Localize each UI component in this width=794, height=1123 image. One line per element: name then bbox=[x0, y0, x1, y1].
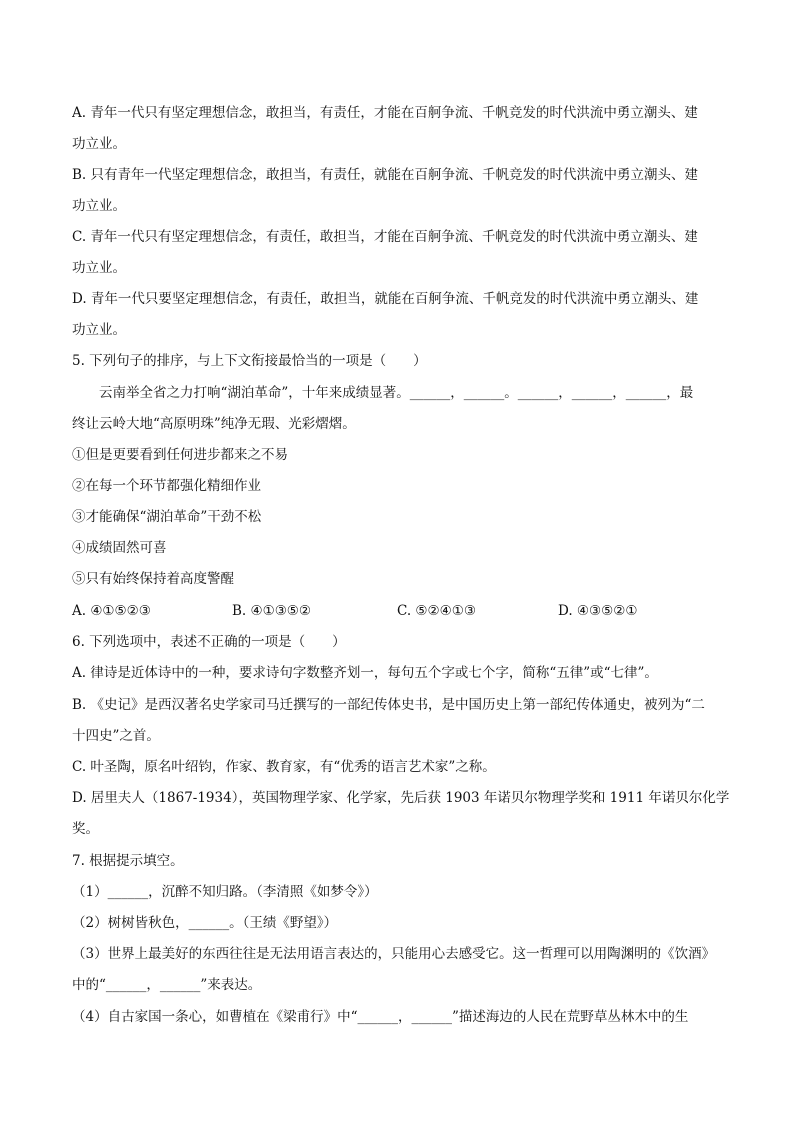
q7-item-3-line1: （3）世界上最美好的东西往往是无法用语言表达的，只能用心去感受它。这一哲理可以用陶渊明的《饮酒》 bbox=[72, 946, 716, 962]
q6-stem: 6. 下列选项中，表述不正确的一项是（ ） bbox=[72, 634, 346, 650]
q5-sentence-2: ②在每一个环节都强化精细作业 bbox=[72, 478, 261, 494]
q4-option-a-line2: 功立业。 bbox=[72, 136, 126, 152]
q5-sentence-3: ③才能确保“湖泊革命”干劲不松 bbox=[72, 509, 262, 525]
q4-option-d-line1: D. 青年一代只要坚定理想信念，有责任，敢担当，就能在百舸争流、千帆竞发的时代洪流中勇立潮头、建 bbox=[72, 291, 699, 307]
q7-item-2: （2）树树皆秋色，______。（王绩《野望》） bbox=[72, 915, 338, 931]
q5-option-c: C. ⑤②④①③ bbox=[397, 603, 476, 619]
q4-option-c-line2: 功立业。 bbox=[72, 260, 126, 276]
q4-option-a-line1: A. 青年一代只有坚定理想信念，敢担当，有责任，才能在百舸争流、千帆竞发的时代洪流中勇立潮头、建 bbox=[72, 105, 698, 121]
q4-option-c-line1: C. 青年一代只有坚定理想信念，有责任，敢担当，才能在百舸争流、千帆竞发的时代洪流中勇立潮头、建 bbox=[72, 229, 698, 245]
q5-sentence-4: ④成绩固然可喜 bbox=[72, 540, 167, 556]
q6-option-c: C. 叶圣陶，原名叶绍钧，作家、教育家，有“优秀的语言艺术家”之称。 bbox=[72, 759, 496, 775]
q5-option-b: B. ④①③⑤② bbox=[232, 603, 312, 619]
q6-option-b-line2: 十四史”之首。 bbox=[72, 728, 160, 744]
q6-option-b-line1: B. 《史记》是西汉著名史学家司马迁撰写的一部纪传体史书，是中国历史上第一部纪传体通史，被列为“二 bbox=[72, 697, 705, 713]
q5-sentence-5: ⑤只有始终保持着高度警醒 bbox=[72, 571, 234, 587]
q7-item-1: （1）______，沉醉不知归路。（李清照《如梦令》） bbox=[72, 884, 378, 900]
q6-option-d-line1: D. 居里夫人（1867-1934），英国物理学家、化学家，先后获 1903 年诺贝尔物理学奖和 1911 年诺贝尔化学 bbox=[72, 790, 730, 806]
q5-option-a: A. ④①⑤②③ bbox=[72, 603, 151, 619]
q5-passage-line1: 云南举全省之力打响“湖泊革命”，十年来成绩显著。______，______。______，______，______，最 bbox=[99, 385, 694, 401]
q4-option-b-line1: B. 只有青年一代坚定理想信念，敢担当，有责任，就能在百舸争流、千帆竞发的时代洪流中勇立潮头、建 bbox=[72, 167, 699, 183]
q6-option-a: A. 律诗是近体诗中的一种，要求诗句字数整齐划一，每句五个字或七个字，简称“五律”或“七律”。 bbox=[72, 665, 658, 681]
q5-passage-line2: 终让云岭大地“高原明珠”纯净无瑕、光彩熠熠。 bbox=[72, 416, 356, 432]
q7-stem: 7. 根据提示填空。 bbox=[72, 853, 184, 869]
q5-stem: 5. 下列句子的排序，与上下文衔接最恰当的一项是（ ） bbox=[72, 353, 427, 369]
q6-option-d-line2: 奖。 bbox=[72, 821, 99, 837]
q5-options-row bbox=[72, 601, 732, 621]
q4-option-d-line2: 功立业。 bbox=[72, 322, 126, 338]
q4-option-b-line2: 功立业。 bbox=[72, 198, 126, 214]
q5-option-d: D. ④③⑤②① bbox=[558, 603, 638, 619]
q5-sentence-1: ①但是更要看到任何进步都来之不易 bbox=[72, 447, 288, 463]
q7-item-3-line2: 中的“______，______”来表达。 bbox=[72, 977, 262, 993]
q7-item-4-line1: （4）自古家国一条心，如曹植在《梁甫行》中“______，______”描述海边的人民在荒野草丛林木中的生 bbox=[72, 1009, 689, 1025]
